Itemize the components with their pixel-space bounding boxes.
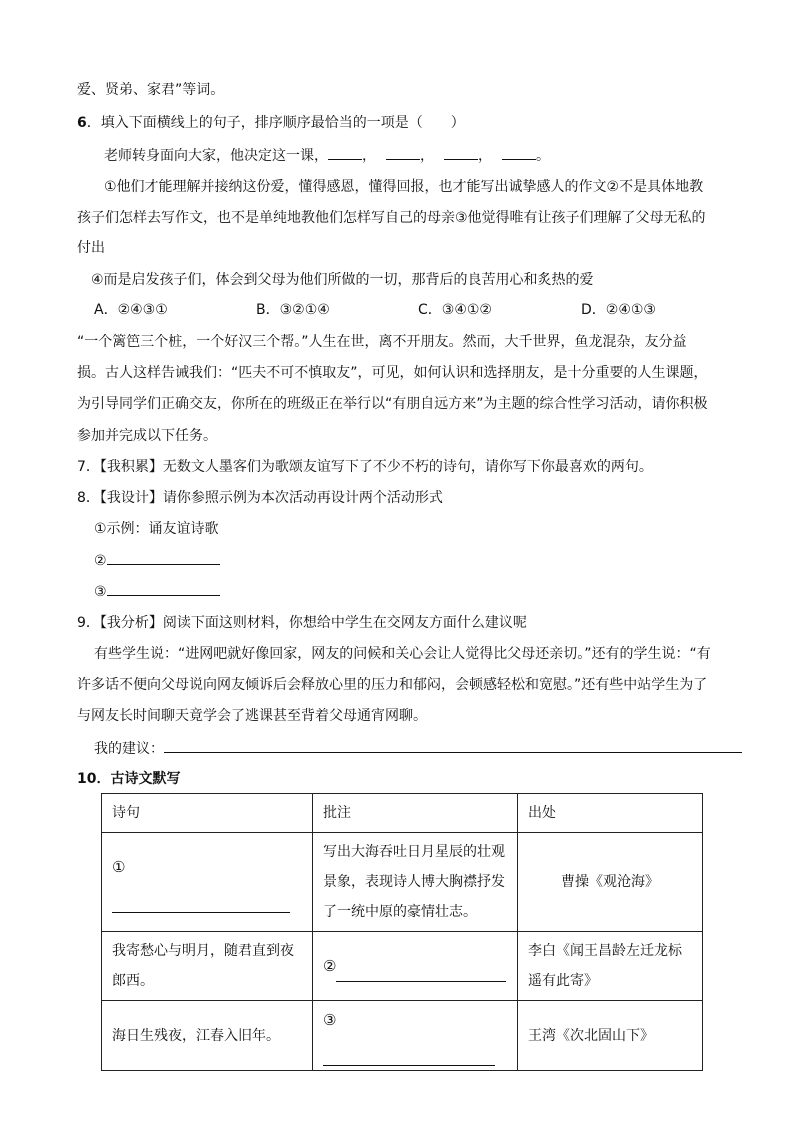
q6-blank-4[interactable]: [502, 145, 536, 160]
q9-advice-label: 我的建议：: [94, 741, 164, 757]
source-cell-1: 曹操《观沧海》: [518, 833, 703, 932]
header-note: 批注: [313, 794, 518, 833]
q9-material-line-1: 有些学生说：“进网吧就好像回家，网友的问候和关心会让人觉得比父母还亲切。”还有的学生说：“有: [94, 646, 711, 662]
intro-tail: 爱、贤弟、家君”等词。: [77, 82, 225, 98]
header-verse: 诗句: [102, 794, 313, 833]
passage-line-4: 参加并完成以下任务。: [77, 428, 217, 444]
q8-stem: 8．【我设计】请你参照示例为本次活动再设计两个活动形式: [77, 490, 443, 506]
q8-answer-3[interactable]: [107, 581, 220, 596]
q9-material-line-2: 许多话不便向父母说向网友倾诉后会释放心里的压力和郁闷，会顿感轻松和宽慰。”还有些中站学生为了: [77, 677, 708, 693]
q6-lead-text: 老师转身面向大家，他决定这一课，: [104, 148, 328, 164]
poem-table: [101, 793, 703, 1071]
note-answer-2[interactable]: [336, 965, 506, 982]
q6-blank-2[interactable]: [386, 145, 420, 160]
q8-marker-3: ③: [94, 584, 107, 600]
note-cell-1: 写出大海吞吐日月星辰的壮观景象，表现诗人博大胸襟抒发了一统中原的豪情壮志。: [313, 833, 518, 932]
q9-material-line-3: 与网友长时间聊天竟学会了逃课甚至背着父母通宵网聊。: [77, 708, 427, 724]
q10-stem: 10．古诗文默写: [77, 771, 181, 787]
comma: ，: [362, 148, 376, 164]
verse-cell-3: 海日生残夜，江春入旧年。: [102, 1001, 313, 1071]
q6-sentences-line2: 孩子们怎样去写作文，也不是单纯地教他们怎样写自己的母亲③他觉得唯有让孩子们理解了父母无私的: [77, 210, 706, 226]
q8-example: ①示例：诵友谊诗歌: [94, 521, 219, 537]
note-marker-2: ②: [323, 956, 337, 975]
q6-sentences-line3: 付出: [77, 240, 105, 256]
q8-item-3: [94, 581, 220, 602]
source-cell-2: 李白《闻王昌龄左迁龙标遥有此寄》: [518, 932, 703, 1001]
q6-option-a[interactable]: A．②④③①: [94, 302, 168, 318]
verse-marker-1: ①: [112, 857, 126, 876]
passage-line-1: “一个篱笆三个桩，一个好汉三个帮。”人生在世，离不开朋友。然而，大千世界，鱼龙混杂，友分益: [77, 334, 687, 350]
q8-item-2: [94, 550, 220, 571]
table-row: [102, 932, 703, 1001]
note-answer-3[interactable]: [323, 1049, 495, 1066]
q6-option-d[interactable]: D．②④①③: [581, 302, 656, 318]
passage-line-2: 损。古人这样告诫我们：“匹夫不可不慎取友”，可见，如何认识和选择朋友，是十分重要的人生课题，: [77, 365, 708, 381]
q6-blank-3[interactable]: [444, 145, 478, 160]
q8-answer-2[interactable]: [107, 550, 220, 565]
period: 。: [536, 148, 550, 164]
q6-option-c[interactable]: C．③④①②: [418, 302, 492, 318]
q6-lead-sentence: [104, 145, 550, 166]
q6-stem: 6．填入下面横线上的句子，排序顺序最恰当的一项是（ ）: [77, 115, 465, 131]
q6-blank-1[interactable]: [328, 145, 362, 160]
verse-answer-1[interactable]: [112, 896, 290, 913]
q7-stem: 7．【我积累】无数文人墨客们为歌颂友谊写下了不少不朽的诗句，请你写下你最喜欢的两句。: [77, 459, 653, 475]
note-marker-3: ③: [323, 1011, 337, 1029]
verse-cell-1: [102, 833, 313, 932]
q8-marker-2: ②: [94, 553, 107, 569]
comma: ，: [420, 148, 434, 164]
table-row: [102, 833, 703, 932]
verse-cell-2: 我寄愁心与明月，随君直到夜郎西。: [102, 932, 313, 1001]
q6-option-b[interactable]: B．③②①④: [256, 302, 330, 318]
header-source: 出处: [518, 794, 703, 833]
q6-sentence-4: ④而是启发孩子们，体会到父母为他们所做的一切，那背后的良苦用心和炙热的爱: [91, 272, 594, 288]
table-row: [102, 1001, 703, 1071]
passage-line-3: 为引导同学们正确交友，你所在的班级正在举行以“有朋自远方来”为主题的综合性学习活动，请你积极: [77, 396, 708, 412]
q9-advice-input[interactable]: [164, 738, 742, 753]
note-cell-3: [313, 1001, 518, 1071]
note-cell-2: [313, 932, 518, 1001]
q6-sentences-line1: ①他们才能理解并接纳这份爱，懂得感恩，懂得回报，也才能写出诚挚感人的作文②不是具体地教: [104, 179, 704, 195]
q6-stem-text: ．填入下面横线上的句子，排序顺序最恰当的一项是（ ）: [86, 115, 465, 131]
q9-advice: [94, 738, 742, 759]
source-cell-3: 王湾《次北固山下》: [518, 1001, 703, 1071]
comma: ，: [478, 148, 492, 164]
table-header-row: [102, 794, 703, 833]
q9-stem: 9．【我分析】阅读下面这则材料，你想给中学生在交网友方面什么建议呢: [77, 615, 527, 631]
